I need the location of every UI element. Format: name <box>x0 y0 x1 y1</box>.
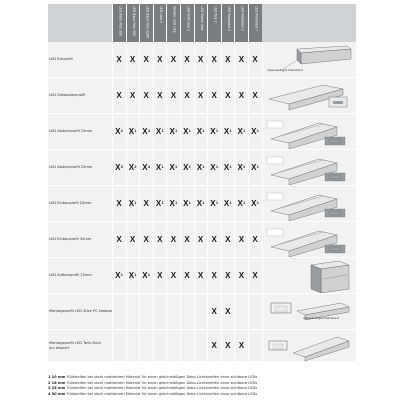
mark-symbol: X <box>170 235 177 244</box>
mark-symbol: X <box>184 91 190 100</box>
adhesive-tape-callout: doppelseitiges Klebeband <box>303 316 340 320</box>
row-label <box>49 57 111 62</box>
mark-symbol: X <box>210 127 216 136</box>
mark-symbol: X <box>128 199 135 208</box>
mark-symbol: X <box>157 235 163 244</box>
footnote-reference: 1 <box>202 164 205 169</box>
header-image-cell <box>262 4 356 42</box>
column-header <box>234 4 248 42</box>
row-label-text: LED Abdeckprofil 15mm <box>49 129 93 133</box>
mark-symbol: X <box>129 91 136 100</box>
column-header <box>248 4 262 42</box>
mark-symbol: X <box>143 235 149 244</box>
mark-symbol: X <box>116 55 122 64</box>
mark-symbol: X <box>155 199 162 208</box>
column-header <box>139 4 153 42</box>
footnote-distance: 16 mm <box>51 380 66 385</box>
column-divider <box>262 42 263 374</box>
footnote-text: Füllstreifen bei stark mattiertem Material für einen gleichmäßigen Deko-Lichtstreifen ohne sichtbare LEDs <box>66 380 258 385</box>
mark-symbol: X <box>129 235 136 244</box>
footnote-reference: 3 <box>120 164 123 169</box>
row-label <box>49 165 111 170</box>
mark-symbol: X <box>116 199 122 208</box>
mark-symbol: X <box>157 91 163 100</box>
mark-symbol: X <box>143 91 149 100</box>
column-header-label: LED Powerled 3 <box>227 6 232 31</box>
column-header <box>194 4 208 42</box>
row-label-text: LED Einbauprofil 34mm <box>49 237 92 241</box>
mark-symbol: X <box>237 127 243 136</box>
mark-symbol: X <box>115 127 121 136</box>
mark-symbol: X <box>211 91 217 100</box>
column-header <box>180 4 194 42</box>
mark-symbol: X <box>155 163 162 172</box>
mark-symbol: X <box>238 341 245 350</box>
row-label <box>49 309 111 314</box>
mark-symbol: X <box>237 163 243 172</box>
mark-symbol: X <box>142 163 148 172</box>
mark-symbol: X <box>170 55 177 64</box>
mark-symbol: X <box>169 163 175 172</box>
mark-symbol: X <box>252 271 258 280</box>
mark-symbol: X <box>143 55 149 64</box>
footnote-reference: 4 <box>147 164 151 169</box>
column-divider <box>112 42 113 374</box>
mark-symbol: X <box>225 91 231 100</box>
footnote-reference: 4 <box>147 128 151 133</box>
footnote-reference: 1 <box>161 128 164 133</box>
footnote-reference: 1 <box>243 128 246 133</box>
mark-symbol: X <box>170 91 177 100</box>
mark-symbol: X <box>211 271 217 280</box>
footnote-reference: 1 <box>188 164 191 169</box>
mark-symbol: X <box>183 163 189 172</box>
column-header <box>112 4 126 42</box>
footnote-reference: 1 <box>243 200 246 205</box>
column-header-label: LED Line 2 <box>159 6 164 23</box>
mark-symbol: X <box>225 341 231 350</box>
row-label-text: Montageprofil LED Twin-Stick <box>49 341 102 345</box>
mark-symbol: X <box>223 127 230 136</box>
mark-symbol: X <box>211 307 217 316</box>
mark-symbol: X <box>115 163 121 172</box>
mark-symbol: X <box>197 55 204 64</box>
footnote-reference: 1 <box>215 200 219 205</box>
row-label <box>49 273 111 278</box>
column-header-label: Elyntec LED Line <box>172 6 177 33</box>
mark-symbol: X <box>196 163 203 172</box>
column-header-label: LED Powerled 7 <box>254 6 259 31</box>
mark-symbol: X <box>183 199 189 208</box>
mark-symbol: X <box>252 235 258 244</box>
mark-symbol: X <box>210 199 216 208</box>
footnote-reference: 1 <box>229 200 232 205</box>
footnote-reference: 1 <box>256 128 259 133</box>
footnote-text: Füllstreifen bei stark mattiertem Material für einen gleichmäßigen Deko-Lichtstreifen ohne sichtbare LEDs <box>66 391 258 396</box>
footnote-reference: 1 <box>215 128 219 133</box>
profile-illustration <box>263 187 355 221</box>
mark-symbol: X <box>128 127 135 136</box>
footnote-text: Füllstreifen bei stark mattiertem Material für einen gleichmäßigen Deko-Lichtstreifen ohne sichtbare LEDs <box>66 386 258 390</box>
row-label-text: LED Glasbodenprofil <box>49 93 86 97</box>
row-label-text: LED Eckprofil <box>49 57 73 61</box>
profile-illustration <box>263 151 355 185</box>
mark-symbol: X <box>238 235 245 244</box>
profile-illustration <box>263 331 355 361</box>
row-label-subtext: Alu eloxiert <box>49 346 70 350</box>
mark-symbol: X <box>157 55 163 64</box>
column-header-label: LED Band Flex 500 <box>131 6 136 37</box>
mark-symbol: X <box>183 127 189 136</box>
profile-illustration <box>263 259 355 293</box>
mark-symbol: X <box>223 163 230 172</box>
mark-symbol: X <box>223 199 230 208</box>
column-header-label: LED Power Line <box>199 6 204 31</box>
mark-symbol: X <box>115 271 121 280</box>
mark-symbol: X <box>170 271 177 280</box>
mark-symbol: X <box>184 55 190 64</box>
row-label-text: LED Abdeckprofil 25mm <box>49 165 93 169</box>
column-header <box>126 4 140 42</box>
footnote-reference: 1 <box>188 200 191 205</box>
mark-symbol: X <box>251 127 257 136</box>
footnote-reference: 1 <box>256 200 259 205</box>
mark-symbol: X <box>184 271 190 280</box>
footnote-marker: 2 <box>48 380 51 385</box>
mark-symbol: X <box>196 127 203 136</box>
profile-illustration <box>263 295 355 329</box>
footnote-reference: 1 <box>134 200 137 205</box>
footnote-reference: 2 <box>134 164 137 169</box>
mark-symbol: X <box>225 271 231 280</box>
profile-illustration <box>263 79 355 113</box>
column-header-label: LED Profi Line 2 <box>186 6 191 32</box>
footnote-marker: 4 <box>48 391 51 396</box>
row-label <box>49 129 111 134</box>
footnote-reference: 1 <box>188 128 191 133</box>
column-header <box>221 4 235 42</box>
footnote <box>48 386 257 391</box>
mark-symbol: X <box>238 271 245 280</box>
mark-symbol: X <box>251 199 257 208</box>
row-label-text: Montageprofil LED Stick PC klebbar <box>49 309 113 313</box>
footnote-reference: 1 <box>161 200 164 205</box>
column-divider <box>207 42 208 374</box>
column-divider <box>153 42 154 374</box>
footnote-reference: 1 <box>202 128 205 133</box>
footnote-reference: 1 <box>175 128 178 133</box>
row-label <box>49 93 111 98</box>
footnote-text: Füllstreifen bei stark mattiertem Material für einen gleichmäßigen Deko-Lichtstreifen ohne sichtbare LEDs <box>66 375 258 379</box>
column-header-label: LED Pick 2 <box>213 6 218 23</box>
footnote-distance: 25 mm <box>51 386 66 390</box>
mark-symbol: X <box>184 235 190 244</box>
column-divider <box>234 42 235 374</box>
column-header <box>166 4 180 42</box>
mark-symbol: X <box>252 91 258 100</box>
footnote <box>48 392 257 397</box>
row-label-text: LED Einbauprofil 24mm <box>49 201 92 205</box>
footnote-reference: 1 <box>215 164 219 169</box>
column-divider <box>166 42 167 374</box>
mark-symbol: X <box>211 341 217 350</box>
profile-illustration <box>263 43 355 77</box>
mark-symbol: X <box>225 55 231 64</box>
row-divider <box>48 361 356 362</box>
footnote-distance: 10 mm <box>51 375 66 379</box>
mark-symbol: X <box>211 235 217 244</box>
mark-symbol: X <box>196 199 203 208</box>
column-divider <box>139 42 140 374</box>
mark-symbol: X <box>211 55 217 64</box>
mark-symbol: X <box>142 271 148 280</box>
footnote-reference: 1 <box>243 164 246 169</box>
footnote-marker: 1 <box>48 375 51 379</box>
footnote-reference: 1 <box>175 200 178 205</box>
mark-symbol: X <box>238 91 245 100</box>
mark-symbol: X <box>143 199 149 208</box>
footnote-marker: 3 <box>48 386 51 390</box>
adhesive-tape-callout: doppelseitiges Klebeband <box>267 68 304 72</box>
mark-symbol: X <box>197 235 204 244</box>
mark-symbol: X <box>210 163 216 172</box>
column-header-label: LED Powerled 2 <box>240 6 245 31</box>
column-header <box>207 4 221 42</box>
footnote-reference: 1 <box>120 272 123 277</box>
mark-symbol: X <box>116 235 122 244</box>
profile-illustration <box>263 115 355 149</box>
mark-symbol: X <box>197 91 204 100</box>
column-divider <box>180 42 181 374</box>
mark-symbol: X <box>225 307 231 316</box>
footnote-reference: 1 <box>229 164 232 169</box>
mark-symbol: X <box>252 55 258 64</box>
footnote-reference: 1 <box>175 164 178 169</box>
footnote-reference: 1 <box>147 272 151 277</box>
footnote-reference: 1 <box>202 200 205 205</box>
footnote <box>48 375 257 380</box>
row-label-text: LED Aufbauprofil 15mm <box>49 273 92 277</box>
mark-symbol: X <box>169 127 175 136</box>
footnote-reference: 2 <box>120 128 123 133</box>
mark-symbol: X <box>128 163 135 172</box>
mark-symbol: X <box>129 55 136 64</box>
column-header <box>153 4 167 42</box>
footnote-reference: 1 <box>134 272 137 277</box>
row-label <box>49 341 111 351</box>
footnote <box>48 381 257 386</box>
header-label-cell <box>48 4 112 42</box>
footnote-reference: 1 <box>229 128 232 133</box>
mark-symbol: X <box>169 199 175 208</box>
mark-symbol: X <box>157 271 163 280</box>
footnote-reference: 1 <box>161 164 164 169</box>
column-header-label: LED Band Flex 1200 <box>145 6 150 39</box>
mark-symbol: X <box>197 271 204 280</box>
footnote-reference: 1 <box>256 164 259 169</box>
footnote-distance: 30 mm <box>51 391 66 396</box>
mark-symbol: X <box>142 127 148 136</box>
row-label <box>49 237 111 242</box>
footnote-reference: 1 <box>134 128 137 133</box>
profile-illustration <box>263 223 355 257</box>
column-divider <box>194 42 195 374</box>
column-divider <box>126 42 127 374</box>
mark-symbol: X <box>155 127 162 136</box>
mark-symbol: X <box>238 55 245 64</box>
column-header-label: LED Band Flex 300 <box>118 6 123 37</box>
mark-symbol: X <box>128 271 135 280</box>
mark-symbol: X <box>251 163 257 172</box>
column-divider <box>248 42 249 374</box>
row-label <box>49 201 111 206</box>
mark-symbol: X <box>237 199 243 208</box>
column-divider <box>221 42 222 374</box>
mark-symbol: X <box>225 235 231 244</box>
mark-symbol: X <box>116 91 122 100</box>
